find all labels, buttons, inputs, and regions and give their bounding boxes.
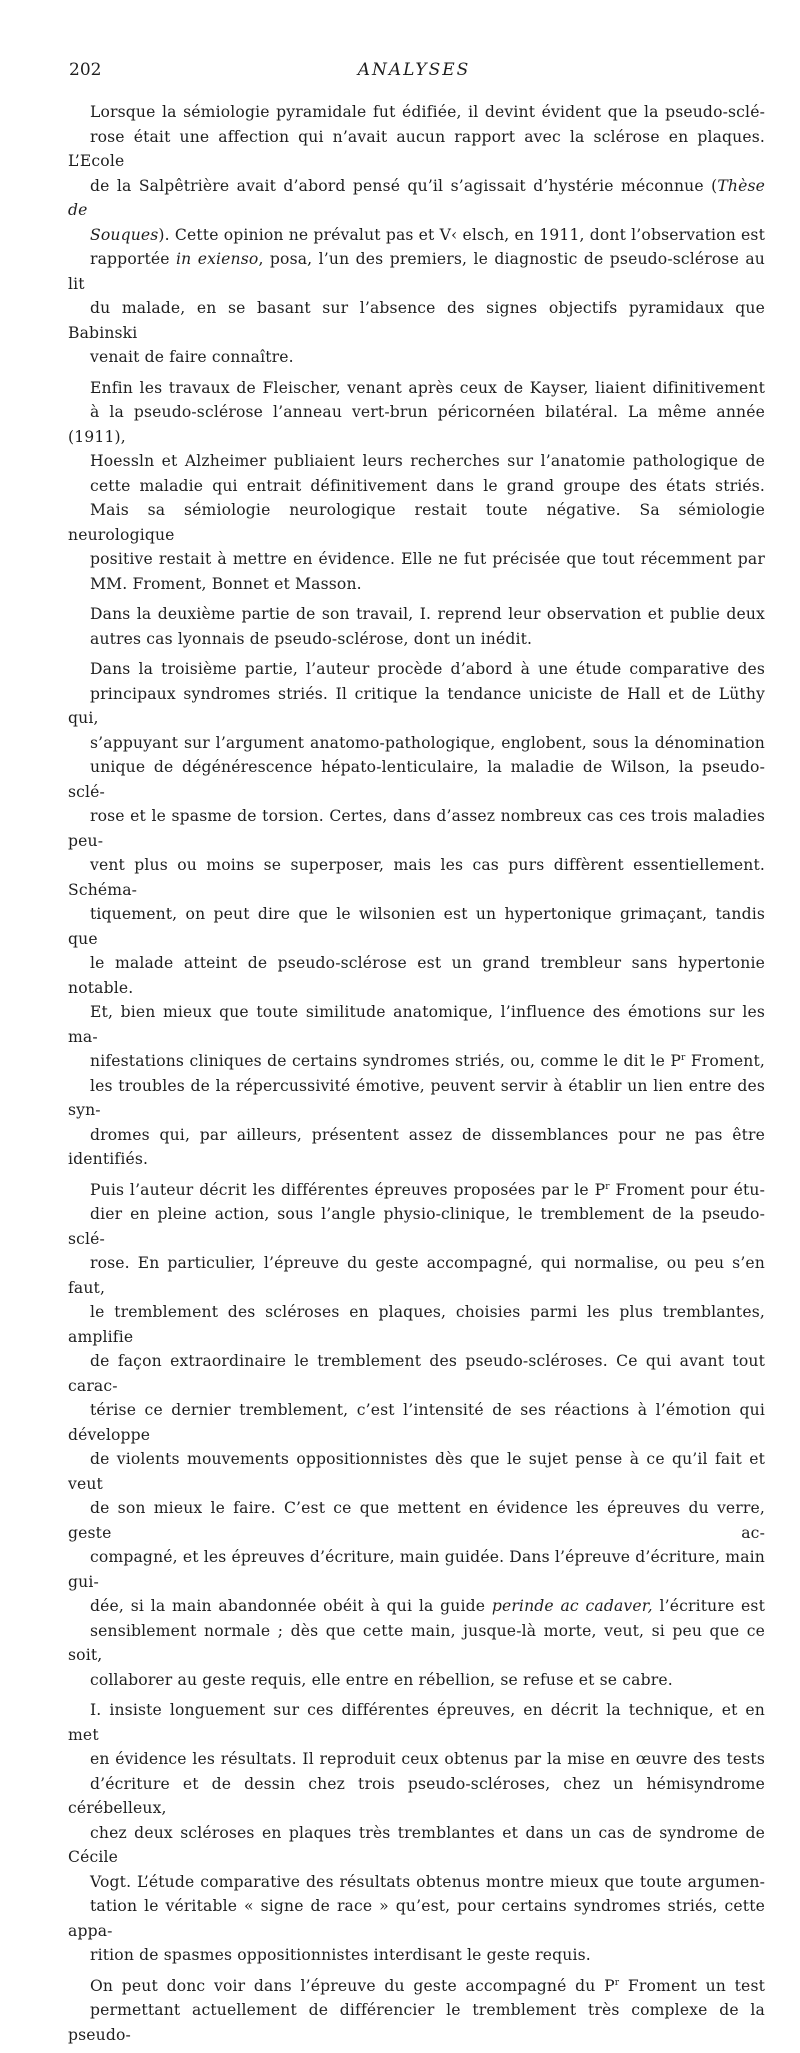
- text-line: [68, 1000, 765, 1049]
- text-segment: MM. Froment, Bonnet et Masson.: [90, 574, 362, 593]
- text-segment: Hoessln et Alzheimer publiaient leurs recherches sur l’anatomie pathologique de: [90, 452, 765, 470]
- text-segment: Et, bien mieux que toute similitude anatomique, l’influence des émotions sur les ma-: [68, 1003, 765, 1046]
- text-line: [68, 902, 765, 951]
- running-title: ANALYSES: [357, 60, 471, 80]
- text-line: [68, 804, 765, 853]
- text-line: [68, 1943, 765, 1968]
- page-number: 202: [69, 60, 102, 80]
- text-segment: positive restait à mettre en évidence. Elle ne fut précisée que tout récemment par: [90, 550, 765, 568]
- text-line: [68, 547, 765, 572]
- text-segment: dromes qui, par ailleurs, présentent assez de dissemblances pour ne pas être identifiés.: [68, 1125, 765, 1168]
- text-line: [68, 951, 765, 1000]
- text-segment: du malade, en se basant sur l’absence des signes objectifs pyramidaux que Babinski: [68, 299, 765, 342]
- text-line: [68, 1545, 765, 1594]
- italic-text: perinde ac cadaver,: [491, 1597, 653, 1615]
- text-line: [68, 1998, 765, 2047]
- text-segment: dée, si la main abandonnée obéit à qui la guide: [90, 1597, 492, 1615]
- text-segment: Mais sa sémiologie neurologique restait toute négative. Sa sémiologie neurologique: [68, 501, 765, 544]
- text-segment: d’écriture et de dessin chez trois pseudo-scléroses, chez un hémisyndrome cérébelleux,: [68, 1774, 765, 1817]
- text-segment: venait de faire connaître.: [90, 348, 294, 366]
- text-segment: Puis l’auteur décrit les différentes épreuves proposées par le P: [90, 1180, 606, 1199]
- paragraph: [68, 1178, 765, 1693]
- text-segment: l’écriture est: [652, 1597, 765, 1615]
- italic-text: Thèse de: [68, 176, 765, 219]
- text-segment: principaux syndromes striés. Il critique la tendance uniciste de Hall et de Lüthy qui,: [68, 684, 765, 727]
- text-segment: Enfin les travaux de Fleischer, venant après ceux de Kayser, liaient difinitivement: [90, 378, 765, 397]
- text-segment: unique de dégénérescence hépato-lenticulaire, la maladie de Wilson, la pseudo-sclé-: [68, 758, 765, 801]
- text-line: [68, 400, 765, 449]
- text-segment: Froment,: [685, 1052, 765, 1070]
- text-line: [68, 174, 765, 223]
- text-segment: rose et le spasme de torsion. Certes, dans d’assez nombreux cas ces trois maladies peu-: [68, 807, 765, 850]
- text-segment: , posa, l’un des premiers, le diagnostic de pseudo-sclérose au lit: [68, 250, 765, 293]
- text-segment: de violents mouvements oppositionnistes dès que le sujet pense à ce qu’il fait et veut: [68, 1450, 765, 1493]
- text-line: [68, 125, 765, 174]
- text-line: [68, 1251, 765, 1300]
- italic-text: in exienso: [176, 250, 259, 268]
- text-segment: autres cas lyonnais de pseudo-sclérose, dont un inédit.: [90, 629, 533, 648]
- paragraph: [68, 1974, 765, 2048]
- text-segment: s’appuyant sur l’argument anatomo-pathologique, englobent, sous la dénomination: [90, 733, 765, 752]
- page-header: [64, 60, 764, 86]
- text-segment: ). Cette opinion ne prévalut pas et V‹ elsch, en 1911, dont l’observation est: [158, 225, 765, 244]
- text-segment: à la pseudo-sclérose l’anneau vert-brun péricornéen bilatéral. La même année (1911),: [68, 403, 765, 446]
- text-line: [68, 498, 765, 547]
- article-body: [68, 100, 765, 2053]
- text-segment: le tremblement des scléroses en plaques, choisies parmi les plus tremblantes, amplifie: [68, 1303, 765, 1346]
- text-segment: tation le véritable « signe de race » qu’est, pour certains syndromes striés, cette appa-: [68, 1897, 765, 1940]
- text-segment: rose. En particulier, l’épreuve du geste accompagné, qui normalise, ou peu s’en faut,: [68, 1254, 765, 1297]
- text-line: [68, 1178, 765, 1203]
- text-line: [68, 247, 765, 296]
- text-line: [68, 1619, 765, 1668]
- text-line: [68, 731, 765, 756]
- text-line: [68, 682, 765, 731]
- text-line: [68, 1202, 765, 1251]
- text-line: [68, 1074, 765, 1123]
- text-line: [68, 1698, 765, 1747]
- text-line: [68, 572, 765, 597]
- text-segment: On peut donc voir dans l’épreuve du geste accompagné du P: [90, 1976, 615, 1995]
- paragraph: [68, 602, 765, 651]
- text-segment: rapportée: [90, 250, 177, 268]
- text-segment: sensiblement normale ; dès que cette main, jusque-là morte, veut, si peu que ce soit,: [68, 1621, 765, 1664]
- text-line: [68, 1772, 765, 1821]
- text-segment: collaborer au geste requis, elle entre en rébellion, se refuse et se cabre.: [90, 1670, 673, 1689]
- text-line: [68, 1821, 765, 1870]
- text-line: [68, 755, 765, 804]
- text-line: [68, 1123, 765, 1172]
- italic-text: Souques: [90, 225, 159, 244]
- text-segment: I. insiste longuement sur ces différentes épreuves, en décrit la technique, et en met: [68, 1701, 765, 1744]
- text-line: [68, 1049, 765, 1074]
- text-segment: Dans la troisième partie, l’auteur procède d’abord à une étude comparative des: [90, 660, 765, 678]
- text-segment: le malade atteint de pseudo-sclérose est un grand trembleur sans hypertonie notable.: [68, 954, 765, 997]
- text-line: [68, 1747, 765, 1772]
- text-segment: chez deux scléroses en plaques très tremblantes et dans un cas de syndrome de Cécile: [68, 1823, 765, 1866]
- text-line: [68, 296, 765, 345]
- text-line: [68, 100, 765, 125]
- text-segment: dier en pleine action, sous l’angle physio-clinique, le tremblement de la pseudo-sclé-: [68, 1205, 765, 1248]
- text-segment: Dans la deuxième partie de son travail, I. reprend leur observation et publie deux: [90, 605, 765, 623]
- text-line: [68, 1974, 765, 1999]
- paragraph: [68, 1698, 765, 1968]
- text-line: [68, 1447, 765, 1496]
- text-segment: vent plus ou moins se superposer, mais les cas purs diffèrent essentiellement. Schéma-: [68, 856, 765, 899]
- text-segment: tiquement, on peut dire que le wilsonien est un hypertonique grimaçant, tandis que: [68, 905, 765, 948]
- text-line: [68, 1349, 765, 1398]
- text-segment: Froment un test: [619, 1976, 766, 1995]
- text-segment: nifestations cliniques de certains syndromes striés, ou, comme le dit le P: [90, 1052, 682, 1070]
- text-segment: compagné, et les épreuves d’écriture, main guidée. Dans l’épreuve d’écriture, main gui-: [68, 1548, 765, 1591]
- text-segment: de façon extraordinaire le tremblement des pseudo-scléroses. Ce qui avant tout carac-: [68, 1352, 765, 1395]
- text-line: [68, 345, 765, 370]
- text-segment: rition de spasmes oppositionnistes interdisant le geste requis.: [90, 1946, 591, 1964]
- text-line: [68, 1668, 765, 1693]
- text-segment: de son mieux le faire. C’est ce que mettent en évidence les épreuves du verre, geste ac-: [68, 1499, 765, 1542]
- paragraph: [68, 376, 765, 597]
- text-line: [68, 223, 765, 248]
- paragraph: [68, 657, 765, 1172]
- text-segment: Vogt. L’étude comparative des résultats obtenus montre mieux que toute argumen-: [90, 1872, 765, 1891]
- text-segment: Froment pour étu-: [609, 1180, 766, 1199]
- text-segment: Lorsque la sémiologie pyramidale fut édifiée, il devint évident que la pseudo-sclé-: [90, 103, 765, 121]
- text-line: [68, 602, 765, 627]
- text-segment: cette maladie qui entrait définitivement dans le grand groupe des états striés.: [90, 476, 765, 495]
- superscript: r: [681, 1053, 686, 1063]
- text-line: [68, 1496, 765, 1545]
- text-line: [68, 853, 765, 902]
- text-segment: térise ce dernier tremblement, c’est l’intensité de ses réactions à l’émotion qui développe: [68, 1401, 765, 1444]
- superscript: r: [605, 1181, 610, 1192]
- text-line: [68, 1594, 765, 1619]
- paragraph: [68, 100, 765, 370]
- text-line: [68, 627, 765, 652]
- text-segment: en évidence les résultats. Il reproduit ceux obtenus par la mise en œuvre des tests: [90, 1750, 765, 1768]
- text-segment: les troubles de la répercussivité émotive, peuvent servir à établir un lien entre des syn-: [68, 1076, 765, 1119]
- text-line: [68, 1894, 765, 1943]
- superscript: r: [614, 1977, 620, 1988]
- text-line: [68, 657, 765, 682]
- text-line: [68, 1398, 765, 1447]
- text-segment: permettant actuellement de différencier le tremblement très complexe de la pseudo-: [68, 2001, 765, 2044]
- text-line: [68, 1870, 765, 1895]
- text-segment: rose était une affection qui n’avait aucun rapport avec la sclérose en plaques. L’Ecole: [68, 127, 765, 170]
- text-segment: de la Salpêtrière avait d’abord pensé qu’il s’agissait d’hystérie méconnue (: [90, 176, 718, 195]
- text-line: [68, 474, 765, 499]
- text-line: [68, 449, 765, 474]
- text-line: [68, 376, 765, 401]
- text-line: [68, 1300, 765, 1349]
